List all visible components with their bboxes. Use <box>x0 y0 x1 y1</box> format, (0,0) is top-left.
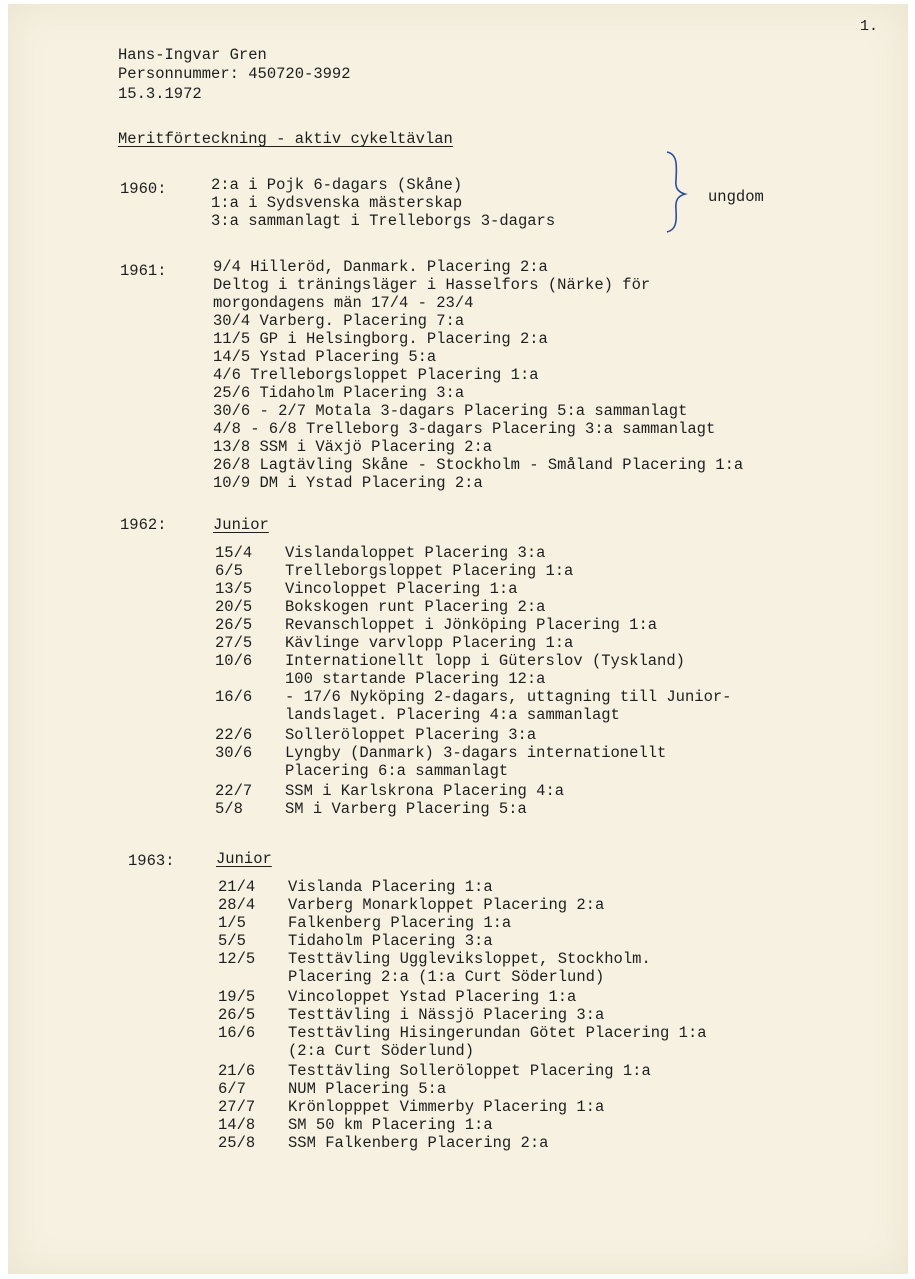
entry-date: 15/4 <box>215 544 253 562</box>
section-label: Junior <box>213 516 269 534</box>
brace-note: ungdom <box>708 188 764 206</box>
entry-line: 25/6 Tidaholm Placering 3:a <box>213 384 465 402</box>
entry-text: Lyngby (Danmark) 3-dagars internationellt <box>285 744 667 762</box>
list-item <box>215 544 545 562</box>
entry-line: 30/6 - 2/7 Motala 3-dagars Placering 5:a sammanlagt <box>213 402 688 420</box>
entry-text: Tidaholm Placering 3:a <box>288 932 493 950</box>
entry-date: 22/7 <box>215 782 253 800</box>
list-item <box>218 1134 548 1152</box>
entry-text: Vincoloppet Placering 1:a <box>285 580 518 598</box>
entry-text: Testtävling Hisingerundan Götet Placering 1:a <box>288 1024 707 1042</box>
entry-date: 21/4 <box>218 878 256 896</box>
entry-date: 26/5 <box>215 616 253 634</box>
year-1960: 1960: <box>120 180 167 198</box>
entry-line: morgondagens män 17/4 - 23/4 <box>213 294 474 312</box>
list-item <box>218 1080 446 1098</box>
entry-text: (2:a Curt Söderlund) <box>288 1042 475 1060</box>
year-1962: 1962: <box>120 516 167 534</box>
entry-line: 30/4 Varberg. Placering 7:a <box>213 312 465 330</box>
entry-date: 27/5 <box>215 634 253 652</box>
entry-text: - 17/6 Nyköping 2-dagars, uttagning till Junior- <box>285 688 732 706</box>
list-item <box>215 726 536 744</box>
person-name: Hans-Ingvar Gren <box>118 46 267 64</box>
list-item <box>215 782 564 800</box>
list-item <box>215 688 731 706</box>
document-date: 15.3.1972 <box>118 85 202 103</box>
entry-text: NUM Placering 5:a <box>288 1080 447 1098</box>
personnummer: Personnummer: 450720-3992 <box>118 65 351 83</box>
entry-text: Trelleborgsloppet Placering 1:a <box>285 562 574 580</box>
list-item <box>215 580 518 598</box>
entry-text: SM i Varberg Placering 5:a <box>285 800 527 818</box>
list-item <box>215 706 620 724</box>
list-item <box>218 968 604 986</box>
entry-text: Krönlopppet Vimmerby Placering 1:a <box>288 1098 605 1116</box>
entry-text: Kävlinge varvlopp Placering 1:a <box>285 634 574 652</box>
list-item <box>215 744 666 762</box>
list-item <box>218 988 576 1006</box>
entry-text: landslaget. Placering 4:a sammanlagt <box>285 706 620 724</box>
entry-line: Deltog i träningsläger i Hasselfors (Närke) för <box>213 276 651 294</box>
list-item <box>218 914 511 932</box>
list-item <box>215 598 545 616</box>
entry-date: 6/5 <box>215 562 243 580</box>
list-item <box>218 1024 707 1042</box>
entry-text: Placering 6:a sammanlagt <box>285 762 509 780</box>
entry-line: 11/5 GP i Helsingborg. Placering 2:a <box>213 330 548 348</box>
entry-date: 6/7 <box>218 1080 246 1098</box>
entry-date: 28/4 <box>218 896 256 914</box>
entry-text: Varberg Monarkloppet Placering 2:a <box>288 896 605 914</box>
entry-line: 9/4 Hilleröd, Danmark. Placering 2:a <box>213 258 548 276</box>
list-item <box>218 1116 493 1134</box>
list-item <box>218 896 604 914</box>
list-item <box>215 652 685 670</box>
entry-date: 14/8 <box>218 1116 256 1134</box>
entry-line: 10/9 DM i Ystad Placering 2:a <box>213 474 483 492</box>
entry-line: 2:a i Pojk 6-dagars (Skåne) <box>211 176 463 194</box>
list-item <box>218 950 651 968</box>
entry-date: 21/6 <box>218 1062 256 1080</box>
entry-date: 22/6 <box>215 726 253 744</box>
entry-date: 16/6 <box>218 1024 256 1042</box>
entry-line: 3:a sammanlagt i Trelleborgs 3-dagars <box>211 212 556 230</box>
year-1963: 1963: <box>128 852 175 870</box>
entry-line: 14/5 Ystad Placering 5:a <box>213 348 437 366</box>
entry-text: SSM Falkenberg Placering 2:a <box>288 1134 549 1152</box>
entry-date: 16/6 <box>215 688 253 706</box>
section-label: Junior <box>216 850 272 868</box>
entry-line: 1:a i Sydsvenska mästerskap <box>211 194 463 212</box>
entry-text: Testtävling i Nässjö Placering 3:a <box>288 1006 605 1024</box>
list-item <box>215 670 545 688</box>
entry-text: Testtävling Uggleviksloppet, Stockholm. <box>288 950 651 968</box>
entry-text: Falkenberg Placering 1:a <box>288 914 512 932</box>
entry-date: 27/7 <box>218 1098 256 1116</box>
entry-date: 26/5 <box>218 1006 256 1024</box>
list-item <box>218 1006 604 1024</box>
list-item <box>218 1098 604 1116</box>
entry-text: Revanschloppet i Jönköping Placering 1:a <box>285 616 658 634</box>
entry-date: 10/6 <box>215 652 253 670</box>
entry-date: 19/5 <box>218 988 256 1006</box>
entry-text: Vincoloppet Ystad Placering 1:a <box>288 988 577 1006</box>
entry-text: Internationellt lopp i Güterslov (Tyskland) <box>285 652 685 670</box>
list-item <box>218 878 493 896</box>
entry-line: 26/8 Lagtävling Skåne - Stockholm - Småland Placering 1:a <box>213 456 744 474</box>
entry-text: Vislanda Placering 1:a <box>288 878 493 896</box>
list-item <box>215 562 573 580</box>
entry-text: Bokskogen runt Placering 2:a <box>285 598 546 616</box>
entry-date: 20/5 <box>215 598 253 616</box>
entry-date: 30/6 <box>215 744 253 762</box>
entry-text: Vislandaloppet Placering 3:a <box>285 544 546 562</box>
list-item <box>218 1042 474 1060</box>
list-item <box>218 932 493 950</box>
entry-text: Solleröloppet Placering 3:a <box>285 726 537 744</box>
document-page <box>8 4 908 1274</box>
year-1961: 1961: <box>120 262 167 280</box>
document-title: Meritförteckning - aktiv cykeltävlan <box>118 130 453 148</box>
page-number: 1. <box>860 18 879 35</box>
entry-date: 5/8 <box>215 800 243 818</box>
entry-line: 13/8 SSM i Växjö Placering 2:a <box>213 438 493 456</box>
entry-text: SM 50 km Placering 1:a <box>288 1116 493 1134</box>
list-item <box>215 762 508 780</box>
entry-text: Placering 2:a (1:a Curt Söderlund) <box>288 968 605 986</box>
list-item <box>215 616 657 634</box>
entry-text: 100 startande Placering 12:a <box>285 670 546 688</box>
entry-date: 5/5 <box>218 932 246 950</box>
entry-date: 25/8 <box>218 1134 256 1152</box>
entry-line: 4/8 - 6/8 Trelleborg 3-dagars Placering 3:a sammanlagt <box>213 420 716 438</box>
entry-line: 4/6 Trelleborgsloppet Placering 1:a <box>213 366 539 384</box>
handwritten-brace <box>663 150 693 234</box>
list-item <box>215 634 573 652</box>
list-item <box>215 800 527 818</box>
entry-date: 12/5 <box>218 950 256 968</box>
entry-date: 1/5 <box>218 914 246 932</box>
entry-text: Testtävling Solleröloppet Placering 1:a <box>288 1062 651 1080</box>
entry-text: SSM i Karlskrona Placering 4:a <box>285 782 565 800</box>
entry-date: 13/5 <box>215 580 253 598</box>
list-item <box>218 1062 651 1080</box>
